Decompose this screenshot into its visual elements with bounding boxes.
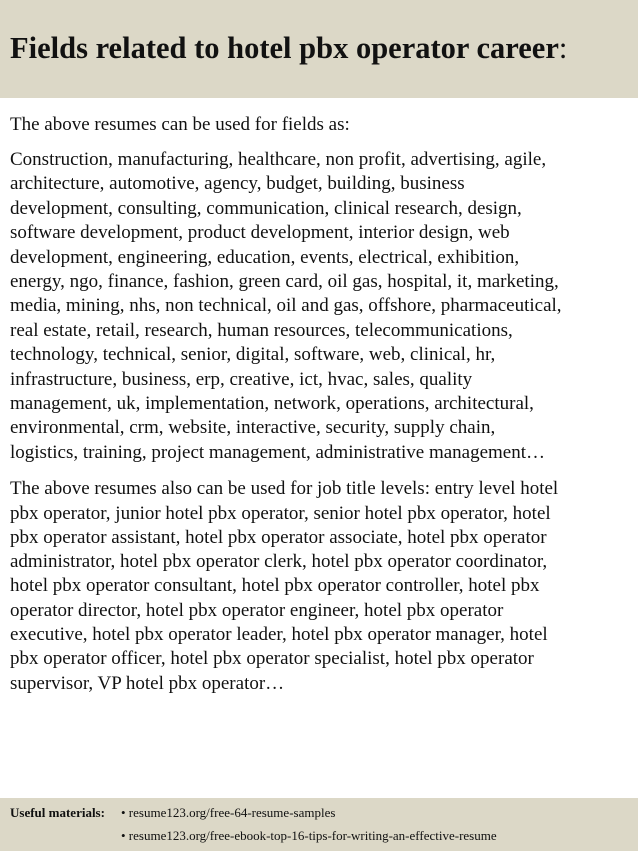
page-title-colon: : xyxy=(558,31,568,65)
resume-ebook-link[interactable]: • resume123.org/free-ebook-top-16-tips-for-writing-an-effective-resume xyxy=(121,828,497,843)
fields-list: Construction, manufacturing, healthcare, non profit, advertising, agile, architecture, automotive, agency, budget, building, business development, consulting, communication, clinical research, design, software development, product development, interior design, web development, engineering, education, events, electrical, exhibition, energy, ngo, finance, fashion, green card, oil gas, hospital, it, marketing, media, mining, nhs, non technical, oil and gas, offshore, pharmaceutical, real estate, retail, research, human resources, telecommunications, technology, technical, senior, digital, software, web, clinical, hr, infrastructure, business, erp, creative, ict, hvac, sales, quality management, uk, implementation, network, operations, architectural, environmental, crm, website, interactive, security, supply chain, logistics, training, project management, administrative management… xyxy=(10,149,562,463)
page-title xyxy=(10,30,567,66)
job-title-levels: The above resumes also can be used for job title levels: entry level hotel pbx operator, junior hotel pbx operator, senior hotel pbx operator, hotel pbx operator assistant, hotel pbx operator associate, hotel pbx operator administrator, hotel pbx operator clerk, hotel pbx operator coordinator, hotel pbx operator consultant, hotel pbx operator controller, hotel pbx operator director, hotel pbx operator engineer, hotel pbx operator executive, hotel pbx operator leader, hotel pbx operator manager, hotel pbx operator officer, hotel pbx operator specialist, hotel pbx operator supervisor, VP hotel pbx operator… xyxy=(10,478,559,694)
resume-samples-link[interactable]: • resume123.org/free-64-resume-samples xyxy=(121,805,336,820)
useful-materials-label: Useful materials: xyxy=(10,805,105,820)
title-banner xyxy=(0,0,638,98)
main-content xyxy=(10,113,632,696)
page-title-text: Fields related to hotel pbx operator career xyxy=(10,31,559,65)
fields-intro: The above resumes can be used for fields as: xyxy=(10,114,350,135)
useful-materials-footer xyxy=(0,798,638,851)
